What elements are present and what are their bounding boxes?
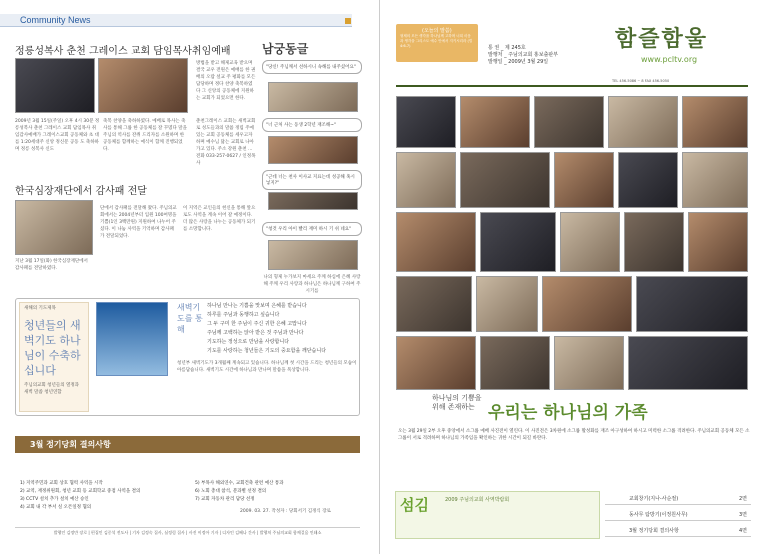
grid-photo-6 bbox=[396, 152, 456, 208]
feature-subtitle: 하나님의 기쁨을 위해 존재하는 bbox=[432, 394, 482, 411]
toc-page: 4면 bbox=[738, 528, 747, 534]
article1-col2: 축복 찬양을 축하하였다. 예배로 목사는 축사를 통해 그룹 한 공동체를 잘 꾸몄다 말을 주님의 역사를 잔쥐 드리자를 소원하며 한 공동체를 함께하는 예식이 함께 진행되었다. bbox=[103, 119, 187, 152]
article1-photo-1 bbox=[15, 58, 95, 113]
faith-poem-line: 하루를 주님과 동행하고 싶습니다 bbox=[207, 312, 280, 318]
grid-photo-14 bbox=[624, 212, 684, 272]
note-illustration-4 bbox=[268, 240, 358, 270]
grid-photo-17 bbox=[476, 276, 538, 332]
toc-page: 3면 bbox=[738, 512, 747, 518]
faith-poem-line: 그 두 구미 한 주님이 주신 귀한 은혜 고맙니다 bbox=[207, 321, 307, 327]
issue-publisher: 발행처 _ 주님의교회 홍보출판부 bbox=[488, 52, 559, 58]
article2-col1: 단에서 감사패를 전달해 왔다. 주님의교회에서는 2004년부터 입원 100여명을 기쁨(1인 3백만원) 지원하여 나누어 주셨다. 이 나눔 사역을 기억하며 감사패가 전달되었다. bbox=[100, 206, 177, 239]
faith-poem-line: 주님께 고백하는 앉아 받은 것 주님과 만나다 bbox=[207, 330, 304, 336]
grid-photo-10 bbox=[682, 152, 748, 208]
grid-photo-8 bbox=[554, 152, 614, 208]
faith-prose: 청년부 새벽기도가 3개월째 계속되고 있습니다. 하나님께 첫 시간을 드리는 청년들의 모습이 아름답습니다. 새벽기도 시간에 하나님과 만나며 말씀을 묵상합니다. bbox=[177, 361, 357, 373]
article2-title: 한국심장재단에서 감사패 전달 bbox=[15, 186, 147, 197]
toc-page: 2면 bbox=[738, 496, 747, 502]
ad-logo: 섬김 bbox=[400, 496, 429, 514]
article2-photo bbox=[15, 200, 93, 255]
article1-col3: 방법을 받고 해제교육 받으며 결국 교우 전원은 예배를 한 권 배의 오랍 설교 주 평화를 모든 담당하며 정다 찬양 축복하였다 그 신앙의 공동체에 지원하는 교회가 되었으면 한다. bbox=[196, 61, 256, 101]
grid-photo-7 bbox=[460, 152, 550, 208]
faith-image bbox=[96, 302, 168, 376]
article1-col1: 2009년 3월 15일(주일) 오후 4시 30분 정릉성복사 춘천 그레이스 교회 담임목사 취임감사예배가 그레이스교회 공동체와 초 대를 1:20세대주 신앙 정신문 공동 도 축하하며 정릉 성복사 신도 bbox=[15, 119, 100, 152]
resolution-item: 4) 교회 내 각 부서 실 오픈일정 협의 bbox=[20, 505, 92, 510]
article1-title: 정릉성복사 춘천 그레이스 교회 담임목사취임예배 bbox=[15, 46, 231, 57]
note-bubble-4: "청것 우리 아이 빨리 재미 하시 기 쉬 네요" bbox=[262, 222, 362, 236]
grid-photo-20 bbox=[396, 336, 476, 390]
page-marker bbox=[345, 18, 351, 24]
grid-photo-2 bbox=[460, 96, 530, 148]
footer-credits: 발행인 김정만 장로 | 편집인 김중석 전도사 | 기자 김정숙 집사, 심정림 집사 | 사진 이정아 기자 | 디자인 김혜나 간사 | 발행처 주님의교회 함께걸음 인쇄소 bbox=[15, 527, 360, 537]
faith-title: 청년들의 새벽기도 하나님이 수축하십니다 bbox=[24, 319, 81, 377]
notes-header: 남궁동글 bbox=[262, 42, 309, 56]
grid-photo-16 bbox=[396, 276, 472, 332]
faith-sub: 주님의교회 청년들의 열정과 새벽 말씀 청년연합 bbox=[24, 383, 80, 395]
faith-poem-line: 기도하는 정성으로 만남을 사랑합니다 bbox=[207, 339, 290, 345]
grid-photo-21 bbox=[480, 336, 550, 390]
article2-col2: 이 지역은 교인들의 헌신을 통해 앞으로도 사역을 계속 이어 갈 예정이다. 더 많은 사랑을 나누는 공동체가 되기를 소망합니다. bbox=[183, 206, 256, 232]
toc-label: 교회창기(지나-사순절) bbox=[629, 496, 679, 502]
faith-side-label: 새벽기도를 통해 bbox=[177, 303, 203, 334]
faith-poem-line: 기도를 사랑하는 청년들은 기도의 중요함을 깨닫습니다 bbox=[207, 348, 327, 354]
toc-item[interactable] bbox=[605, 491, 751, 505]
contact-tel: TEL 456-5086 ~ 8 FAX 456-5050 bbox=[612, 79, 670, 83]
resolutions-date: 2009. 03. 27. 작성자 : 당회서기 김정식 장로 bbox=[240, 509, 331, 514]
resolutions-left bbox=[20, 480, 190, 512]
grid-photo-3 bbox=[534, 96, 604, 148]
issue-meta bbox=[488, 45, 558, 66]
resolution-item: 5) 부목사 해외연수, 교회건축 관련 예산 통과 bbox=[195, 481, 284, 486]
grid-photo-22 bbox=[554, 336, 624, 390]
article2-caption: 지난 3월 17일(화) 한국심장재단에서 감사패를 전달하였다. bbox=[15, 259, 88, 271]
note-bubble-1: "당신! 주님께서 선하시니 속해를 내주셨어요" bbox=[262, 60, 362, 74]
grid-photo-23 bbox=[628, 336, 748, 390]
toc-item[interactable] bbox=[605, 507, 751, 521]
note-illustration-2 bbox=[268, 136, 358, 164]
grid-photo-19 bbox=[636, 276, 748, 332]
toc-item[interactable] bbox=[605, 523, 751, 537]
today-verse-title: (오늘의 말씀) bbox=[422, 28, 452, 34]
note-bubble-3: "근데 너는 천사 이사교 지표는데 성공해 혹시 넣지?" bbox=[262, 170, 362, 190]
issue-date: 발행일 _ 2009년 3월 29일 bbox=[488, 59, 549, 65]
today-verse-text: 형제의 모든 생각을 하나님께 고하며 너희 마음과 생각을 그리스도 예수 안에서 지키시리라 (빌 4:6-7) bbox=[400, 34, 473, 48]
resolutions-title: 3월 정기당회 결의사항 bbox=[30, 440, 111, 449]
article1-photo-2 bbox=[98, 58, 188, 113]
grid-photo-9 bbox=[618, 152, 678, 208]
ad-text: 2009 주님의교회 사역박람회 bbox=[445, 497, 510, 503]
toc-label: 동사무 탐방기(이정원사무) bbox=[629, 512, 688, 518]
masthead-rule bbox=[396, 85, 748, 87]
masthead-title: 함즐함울 bbox=[615, 27, 709, 52]
resolution-item: 3) CCTV 설치 추가 설치 예산 승인 bbox=[20, 497, 89, 502]
website-url[interactable]: www.pcltv.org bbox=[641, 55, 698, 64]
issue-number: 통 권 _ 제 245호 bbox=[488, 45, 526, 51]
note-illustration-1 bbox=[268, 82, 358, 112]
grid-photo-13 bbox=[560, 212, 620, 272]
feature-body: 오는 3월 29일 2부 오후 중앙에서 소그룹 예배 사진전이 열린다. 이 사진전은 3차원에 소그룹 활성화를 재조 아구성하여 하시고 미력한 소그룹 격려한다. 주님의교회 공동체 모든 소그룹이 서로 격려하며 하나님의 가족임을 확인하는 귀한 시간이 되길 바란다. bbox=[398, 429, 750, 441]
resolution-item: 1) 지역주민과 교회 상호 협력 사역을 시작 bbox=[20, 481, 103, 486]
faith-poem bbox=[207, 302, 357, 356]
grid-photo-15 bbox=[688, 212, 748, 272]
grid-photo-1 bbox=[396, 96, 456, 148]
note-bubble-2: "너 근처 사는 동생 2학년 재조해~" bbox=[262, 118, 362, 132]
note-illustration-3 bbox=[268, 192, 358, 210]
resolution-item: 2) 교역, 재정위원회, 청년 교회 등 교회학교 중점 사역을 결의 bbox=[20, 489, 141, 494]
grid-photo-12 bbox=[480, 212, 556, 272]
resolutions-right bbox=[195, 480, 365, 504]
feature-title: 우리는 하나님의 가족 bbox=[488, 403, 648, 423]
resolution-item: 7) 교회 자동차 관리 담당 선정 bbox=[195, 497, 255, 502]
grid-photo-11 bbox=[396, 212, 476, 272]
grid-photo-18 bbox=[542, 276, 632, 332]
faith-poem-line: 하나님 만나는 기쁨을 맛보며 은혜를 받습니다 bbox=[207, 303, 307, 309]
notes-caption: 나의 형제 누가보지 마세요 주께 하심에 은혜 사랑해 주께 우리 사랑과 하나님은 하나님께 구하여 주시기를 bbox=[263, 275, 361, 294]
grid-photo-4 bbox=[608, 96, 678, 148]
faith-small-label: 새해의 기도제목 bbox=[24, 306, 56, 311]
article1-col4: 춘천그레이스 교회는 새벽교회로 성도들과의 말씀 정립 주예 있는 교회 공동체를 세우고자 하며 예수님 닮는 교회로 나아가고 있다. 주소 강원 춘천 ... 전화 033-257-0627 / 인정목사 bbox=[196, 119, 256, 166]
toc-label: 3월 정기당회 결의사항 bbox=[629, 528, 679, 534]
resolution-item: 6) 노회 총대 참석, 분과별 선정 결의 bbox=[195, 489, 267, 494]
grid-photo-5 bbox=[682, 96, 748, 148]
section-title: Community News bbox=[20, 15, 91, 25]
